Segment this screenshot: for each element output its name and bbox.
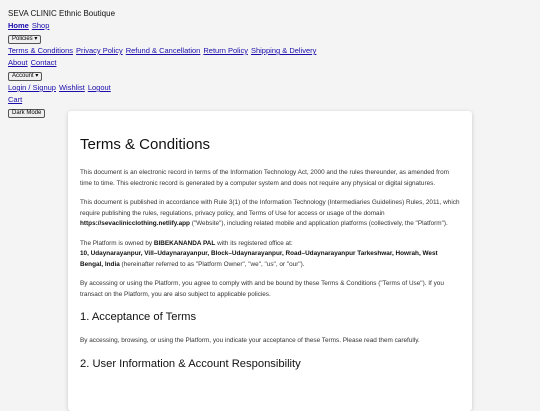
account-dropdown-button[interactable]: Account ▾ xyxy=(8,72,42,81)
owner-paragraph xyxy=(80,239,460,271)
policies-links xyxy=(8,45,319,57)
publication-paragraph xyxy=(80,198,460,230)
wishlist-link[interactable]: Wishlist xyxy=(58,83,85,92)
agreement-paragraph: By accessing or using the Platform, you agree to comply with and be bound by these Terms & Conditions ("Terms of Use"). If you transact on the Platform, you are also subject to applicable policies. xyxy=(80,280,444,298)
nav-shop-link[interactable]: Shop xyxy=(31,21,50,30)
owner-name: BIBEKANANDA PAL xyxy=(153,239,216,247)
publication-text: This document is published in accordance with Rule 3(1) of the Information Technology (Intermediaries Guidelines) Rules, 2011, which require publishing the rules, regulations, privacy policy, and Terms of Use for access or usage of the domain xyxy=(80,199,460,217)
brand-name: SEVA CLINIC Ethnic Boutique xyxy=(8,9,116,18)
main-nav xyxy=(8,20,319,32)
terms-link[interactable]: Terms & Conditions xyxy=(8,46,74,55)
acceptance-paragraph: By accessing, browsing, or using the Platform, you indicate your acceptance of these Terms. Please read them carefully. xyxy=(80,337,420,344)
owner-address: 10, Udaynarayanpur, Vill–Udaynarayanpur, Block–Udaynarayanpur, Road–Udaynarayanpur Tarkeshwar, Howrah, West Bengal, India xyxy=(80,250,438,268)
privacy-policy-link[interactable]: Privacy Policy xyxy=(76,46,123,55)
return-policy-link[interactable]: Return Policy xyxy=(203,46,248,55)
section-heading-user-info: 2. User Information & Account Responsibility xyxy=(80,357,301,370)
terms-card xyxy=(68,111,472,411)
policies-dropdown-button[interactable]: Policies ▾ xyxy=(8,35,41,44)
shipping-delivery-link[interactable]: Shipping & Delivery xyxy=(250,46,317,55)
refund-cancellation-link[interactable]: Refund & Cancellation xyxy=(125,46,201,55)
cart-link[interactable]: Cart xyxy=(8,95,23,104)
domain-url: https://sevaclinicclothing.netlify.app xyxy=(80,220,190,227)
site-header xyxy=(8,8,319,119)
nav-home-link[interactable]: Home xyxy=(8,21,29,30)
section-heading-acceptance: 1. Acceptance of Terms xyxy=(80,311,197,323)
account-links xyxy=(8,82,319,94)
contact-link[interactable]: Contact xyxy=(30,58,57,67)
publication-text-end: ("Website"), including related mobile and application platforms (collectively, the "Platform"). xyxy=(189,220,448,227)
owner-text: The Platform is owned by xyxy=(80,239,154,247)
owner-text-end: (hereinafter referred to as "Platform Owner", "we", "us", or "our"). xyxy=(119,260,305,268)
dark-mode-button[interactable]: Dark Mode xyxy=(8,109,45,118)
page-title: Terms & Conditions xyxy=(80,136,211,153)
logout-link[interactable]: Logout xyxy=(87,83,111,92)
intro-paragraph: This document is an electronic record in terms of the Information Technology Act, 2000 and the rules thereunder, as amended from time to time. This electronic record is generated by a computer system and does not require any physical or digital signatures. xyxy=(80,169,449,187)
about-link[interactable]: About xyxy=(8,58,28,67)
login-signup-link[interactable]: Login / Signup xyxy=(8,83,56,92)
owner-office-text: with its registered office at: xyxy=(215,239,293,247)
